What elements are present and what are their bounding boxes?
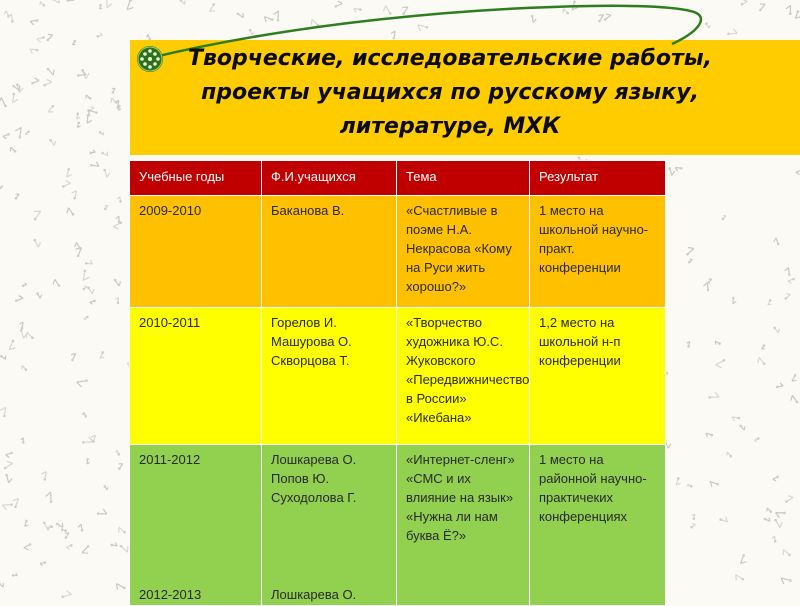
pattern-mark [22,365,28,371]
pattern-mark [21,438,25,444]
pattern-mark [9,340,15,350]
pattern-mark [116,216,120,223]
pattern-mark [25,520,29,527]
pattern-mark [71,354,76,362]
pattern-mark [2,503,12,509]
student-works-table [129,160,666,606]
pattern-mark [25,130,30,134]
pattern-mark [49,139,55,145]
pattern-mark [776,512,786,518]
pattern-mark [114,279,121,286]
pattern-mark [67,168,72,177]
pattern-mark [34,211,41,220]
pattern-mark [82,437,93,444]
cell-students-primary: Лошкарева О. Попов Ю. Суходолова Г. [271,450,387,507]
pattern-mark [65,533,69,539]
pattern-mark [785,496,793,503]
pattern-mark [774,519,782,528]
pattern-mark [776,383,783,388]
pattern-mark [785,267,791,276]
pattern-mark [26,332,33,339]
pattern-mark [117,583,126,589]
cell-students: Баканова В. [262,196,397,308]
cell-year: 2009-2010 [130,196,262,308]
pattern-mark [118,464,123,470]
pattern-mark [4,461,13,469]
pattern-mark [739,425,745,431]
pattern-mark [703,282,709,291]
pattern-mark [82,412,87,417]
header-cell-topic: Тема [397,161,530,196]
table-row [130,308,666,445]
pattern-mark [792,374,797,381]
header-cell-students: Ф.И.учащихся [262,161,397,196]
pattern-mark [77,122,80,128]
pattern-mark [754,437,759,441]
pattern-mark [97,509,107,515]
pattern-mark [110,543,117,547]
pattern-mark [15,128,21,139]
pattern-mark [764,518,770,522]
pattern-mark [719,517,727,522]
pattern-mark [41,472,46,481]
header-cell-years: Учебные годы [130,161,262,196]
cell-year-primary: 2011-2012 [139,450,252,469]
pattern-mark [19,322,23,329]
pattern-mark [688,259,692,263]
pattern-mark [104,205,108,210]
pattern-mark [767,508,772,513]
pattern-mark [710,481,719,486]
cell-result: 1 место на школьной научно- практ. конференции [530,196,666,308]
pattern-mark [3,133,10,139]
pattern-mark [62,181,71,188]
pattern-mark [773,476,779,481]
pattern-mark [90,150,96,154]
pattern-mark [736,575,744,581]
pattern-mark [119,527,126,533]
pattern-mark [78,524,83,531]
slide-title: Творческие, исследовательские работы, проекты учащихся по русскому языку, литературе, МХК [150,42,750,144]
pattern-mark [113,221,122,229]
pattern-mark [796,169,800,174]
pattern-mark [773,326,779,332]
pattern-mark [34,239,41,247]
pattern-mark [99,131,104,135]
table-row [130,445,666,606]
pattern-mark [781,578,792,584]
pattern-mark [676,477,680,485]
pattern-mark [87,287,94,294]
pattern-mark [774,238,780,245]
pattern-mark [46,492,53,503]
pattern-mark [118,197,122,203]
pattern-mark [687,342,690,348]
pattern-mark [715,359,725,368]
cell-year: 2010-2011 [130,308,262,445]
pattern-mark [83,269,89,280]
pattern-mark [690,523,695,528]
pattern-mark [82,286,87,290]
pattern-mark [22,283,27,287]
pattern-mark [732,417,740,421]
pattern-mark [715,341,721,345]
cell-year-secondary: 2012-2013 [130,585,261,605]
pattern-mark [56,523,63,528]
pattern-mark [784,294,790,300]
pattern-mark [36,292,41,298]
cell-students-secondary: Лошкарева О. [262,585,396,605]
pattern-mark [758,357,766,365]
pattern-mark [104,485,108,490]
cell-result: 1,2 место на школьной н-п конференции [530,308,666,445]
cell-topic: «Творчество художника Ю.С. Жуковского «Передвижничество в России» «Икебана» [397,308,530,445]
pattern-mark [62,529,67,532]
pattern-mark [90,300,96,305]
pattern-mark [740,554,746,563]
header-cell-result: Результат [530,161,666,196]
pattern-mark [66,544,72,549]
pattern-mark [10,147,16,152]
pattern-mark [53,279,60,287]
cell-year [130,445,262,606]
pattern-mark [692,514,695,520]
pattern-mark [15,194,20,199]
pattern-mark [20,329,27,338]
cell-topic: «Интернет-сленг» «СМС и их влияние на язык» «Нужна ли нам буква Ё?» [397,445,530,606]
pattern-mark [90,162,99,167]
pattern-mark [12,573,17,576]
pattern-mark [791,395,799,403]
pattern-mark [43,521,50,530]
pattern-mark [688,484,693,488]
cell-result: 1 место на районной научно-практичеких конференциях [530,445,666,606]
cell-topic: «Счастливые в поэме Н.А. Некрасова «Кому на Руси жить хорошо?» [397,196,530,308]
pattern-mark [768,299,772,305]
pattern-mark [675,167,682,171]
pattern-mark [0,355,6,359]
pattern-mark [0,182,3,189]
pattern-mark [788,278,795,283]
pattern-mark [116,450,120,455]
pattern-mark [72,191,77,200]
pattern-mark [668,167,674,175]
pattern-mark [686,247,694,255]
pattern-mark [85,260,92,264]
pattern-mark [82,545,90,553]
pattern-mark [732,297,736,304]
pattern-mark [722,216,726,221]
pattern-mark [120,545,128,552]
pattern-mark [13,499,19,508]
pattern-mark [0,407,5,417]
pattern-mark [115,298,119,304]
pattern-mark [84,316,89,320]
pattern-mark [103,169,109,177]
table-header-row [130,161,666,196]
pattern-mark [86,458,89,464]
pattern-mark [15,296,23,302]
pattern-mark [762,344,766,349]
cell-students: Горелов И. Машурова О. Скворцова Т. [262,308,397,445]
pattern-mark [708,392,719,399]
pattern-mark [0,582,3,587]
pattern-mark [101,152,108,156]
pattern-mark [726,452,732,458]
pattern-mark [61,591,71,599]
pattern-mark [783,549,791,556]
pattern-mark [5,474,12,483]
pattern-mark [772,536,776,542]
pattern-mark [100,351,104,358]
pattern-mark [40,561,46,565]
table-row [130,196,666,308]
pattern-mark [77,379,88,386]
pattern-mark [707,279,711,284]
pattern-mark [706,433,713,437]
pattern-mark [6,452,13,458]
pattern-mark [67,208,74,216]
cell-students [262,445,397,606]
pattern-mark [24,543,32,550]
